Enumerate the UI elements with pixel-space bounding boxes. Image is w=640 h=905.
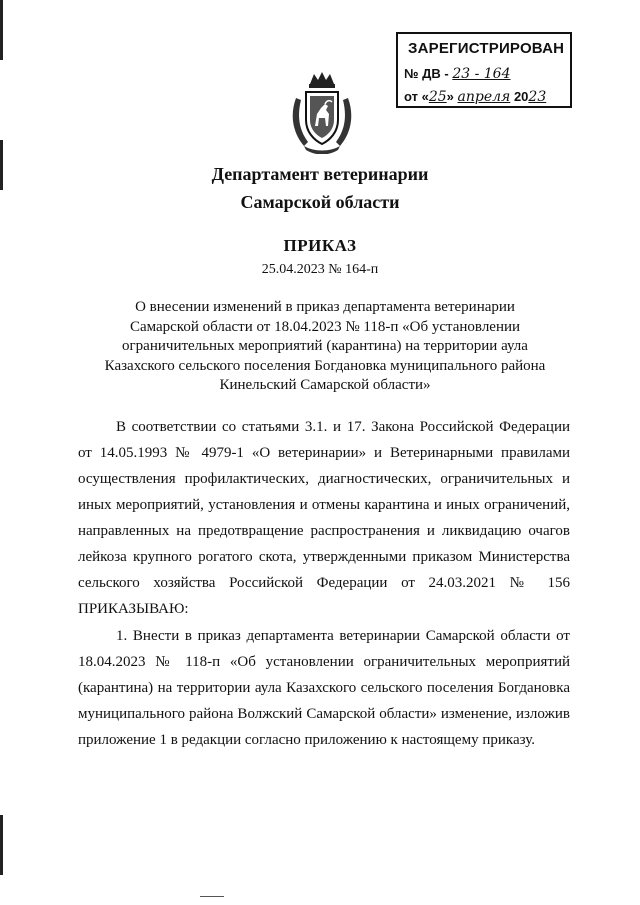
stamp-date-year-prefix: 20 — [513, 89, 529, 104]
stamp-date-year-suffix: 23 — [528, 89, 547, 105]
department-name-line1: Департамент ветеринарии — [211, 164, 429, 184]
order-subject: О внесении изменений в приказ департамента ветеринарии Самарской области от 18.04.2023 № 118-п «Об установлении ограничительных мероприятий (карантина) на территории аула Казахского сельского поселения Богдановка муниципального района Кинельский Самарской области» — [104, 299, 546, 393]
footer-mark — [200, 896, 224, 897]
registration-stamp — [396, 32, 572, 108]
body-paragraph-1: В соответствии со статьями 3.1. и 17. Закона Российской Федерации от 14.05.1993 № 4979-1 «О ветеринарии» и Ветеринарными правилами осуществления профилактических, диагностических, ограничительных и иных мероприятий, установления и отмены карантина и иных ограничений, направленных на предотвращение распространения и ликвидацию очагов лейкоза крупного рогатого скота, утвержденными приказом Министерства сельского хозяйства Российской Федерации от 24.03.2021 № 156 ПРИКАЗЫВАЮ: — [78, 419, 570, 617]
stamp-number-prefix: № ДВ - — [404, 66, 449, 81]
order-date-number: 25.04.2023 № 164-п — [261, 262, 379, 277]
samara-coat-of-arms-icon — [288, 70, 356, 154]
body-paragraph-2: 1. Внести в приказ департамента ветеринарии Самарской области от 18.04.2023 № 118-п «Об установлении ограничительных мероприятий (карантина) на территории аула Казахского сельского поселения Богдановка муниципального района Волжский Самарской области» изменение, изложив приложение 1 в редакции согласно приложению к настоящему приказу. — [78, 628, 570, 748]
stamp-date-month: апреля — [457, 89, 511, 105]
department-name-line2: Самарской области — [240, 192, 400, 212]
scan-edge-mark — [0, 0, 3, 60]
stamp-number-row — [404, 66, 511, 82]
stamp-date-day: 25 — [428, 89, 447, 105]
stamp-date-prefix: от « — [404, 89, 429, 104]
stamp-title: ЗАРЕГИСТРИРОВАН — [408, 40, 565, 57]
stamp-date-row — [404, 89, 546, 105]
order-title: ПРИКАЗ — [283, 236, 357, 255]
stamp-date-mid: » — [446, 89, 454, 104]
scan-edge-mark — [0, 815, 3, 875]
stamp-number-value: 23 - 164 — [452, 66, 511, 82]
